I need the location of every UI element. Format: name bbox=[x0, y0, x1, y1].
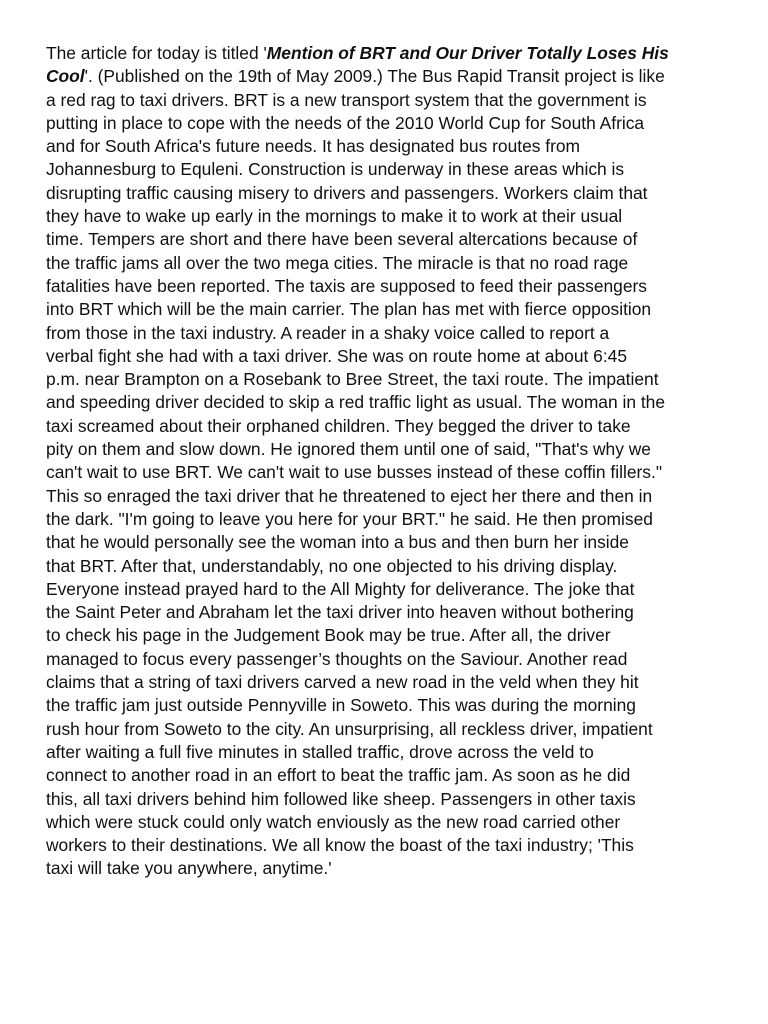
text-line: which were stuck could only watch enviously as the new road carried other bbox=[46, 811, 621, 832]
article-page bbox=[46, 42, 736, 881]
text-line: Everyone instead prayed hard to the All Mighty for deliverance. The joke that bbox=[46, 578, 635, 599]
text-line: time. Tempers are short and there have been several altercations because of bbox=[46, 229, 638, 250]
text-line: a red rag to taxi drivers. BRT is a new transport system that the government is bbox=[46, 89, 647, 110]
text-line: can't wait to use BRT. We can't wait to use busses instead of these coffin fillers." bbox=[46, 462, 662, 483]
text-line: putting in place to cope with the needs of the 2010 World Cup for South Africa bbox=[46, 112, 645, 133]
text-line: rush hour from Soweto to the city. An unsurprising, all reckless driver, impatient bbox=[46, 718, 653, 739]
text-line: and speeding driver decided to skip a red traffic light as usual. The woman in the bbox=[46, 392, 666, 413]
text-line: fatalities have been reported. The taxis are supposed to feed their passengers bbox=[46, 275, 648, 296]
text-line bbox=[46, 65, 736, 88]
text-line: this, all taxi drivers behind him followed like sheep. Passengers in other taxis bbox=[46, 788, 636, 809]
text-line: to check his page in the Judgement Book may be true. After all, the driver bbox=[46, 625, 611, 646]
text-line: taxi screamed about their orphaned children. They begged the driver to take bbox=[46, 415, 631, 436]
intro-prefix: The article for today is titled ' bbox=[46, 43, 267, 63]
text-line: into BRT which will be the main carrier. The plan has met with fierce opposition bbox=[46, 299, 652, 320]
article-body bbox=[46, 89, 736, 881]
text-line: verbal fight she had with a taxi driver. She was on route home at about 6:45 bbox=[46, 345, 628, 366]
text-line: that BRT. After that, understandably, no one objected to his driving display. bbox=[46, 555, 618, 576]
text-line: disrupting traffic causing misery to drivers and passengers. Workers claim that bbox=[46, 182, 648, 203]
text-line: taxi will take you anywhere, anytime.' bbox=[46, 858, 332, 879]
text-line: connect to another road in an effort to beat the traffic jam. As soon as he did bbox=[46, 765, 631, 786]
text-line: that he would personally see the woman into a bus and then burn her inside bbox=[46, 532, 629, 553]
text-line: managed to focus every passenger’s thoughts on the Saviour. Another read bbox=[46, 648, 628, 669]
text-line bbox=[46, 42, 736, 65]
text-line: This so enraged the taxi driver that he threatened to eject her there and then in bbox=[46, 485, 653, 506]
text-line: the traffic jams all over the two mega cities. The miracle is that no road rage bbox=[46, 252, 629, 273]
text-line: the dark. "I'm going to leave you here for your BRT." he said. He then promised bbox=[46, 508, 653, 529]
text-line: the Saint Peter and Abraham let the taxi driver into heaven without bothering bbox=[46, 602, 634, 623]
text-line: the traffic jam just outside Pennyville in Soweto. This was during the morning bbox=[46, 695, 636, 716]
text-line: claims that a string of taxi drivers carved a new road in the veld when they hit bbox=[46, 672, 639, 693]
line-continuation: '. (Published on the 19th of May 2009.) The Bus Rapid Transit project is like bbox=[84, 66, 665, 87]
text-line: p.m. near Brampton on a Rosebank to Bree Street, the taxi route. The impatient bbox=[46, 369, 659, 390]
article-title-part1: Mention of BRT and Our Driver Totally Loses His bbox=[266, 43, 669, 63]
text-line: they have to wake up early in the mornings to make it to work at their usual bbox=[46, 206, 623, 227]
text-line: pity on them and slow down. He ignored them until one of said, "That's why we bbox=[46, 439, 651, 460]
text-line: after waiting a full five minutes in stalled traffic, drove across the veld to bbox=[46, 741, 594, 762]
text-line: Johannesburg to Equleni. Construction is underway in these areas which is bbox=[46, 159, 625, 180]
text-line: from those in the taxi industry. A reader in a shaky voice called to report a bbox=[46, 322, 610, 343]
text-line: and for South Africa's future needs. It has designated bus routes from bbox=[46, 136, 581, 157]
article-title-part2: Cool bbox=[46, 66, 85, 87]
text-line: workers to their destinations. We all know the boast of the taxi industry; 'This bbox=[46, 835, 634, 856]
